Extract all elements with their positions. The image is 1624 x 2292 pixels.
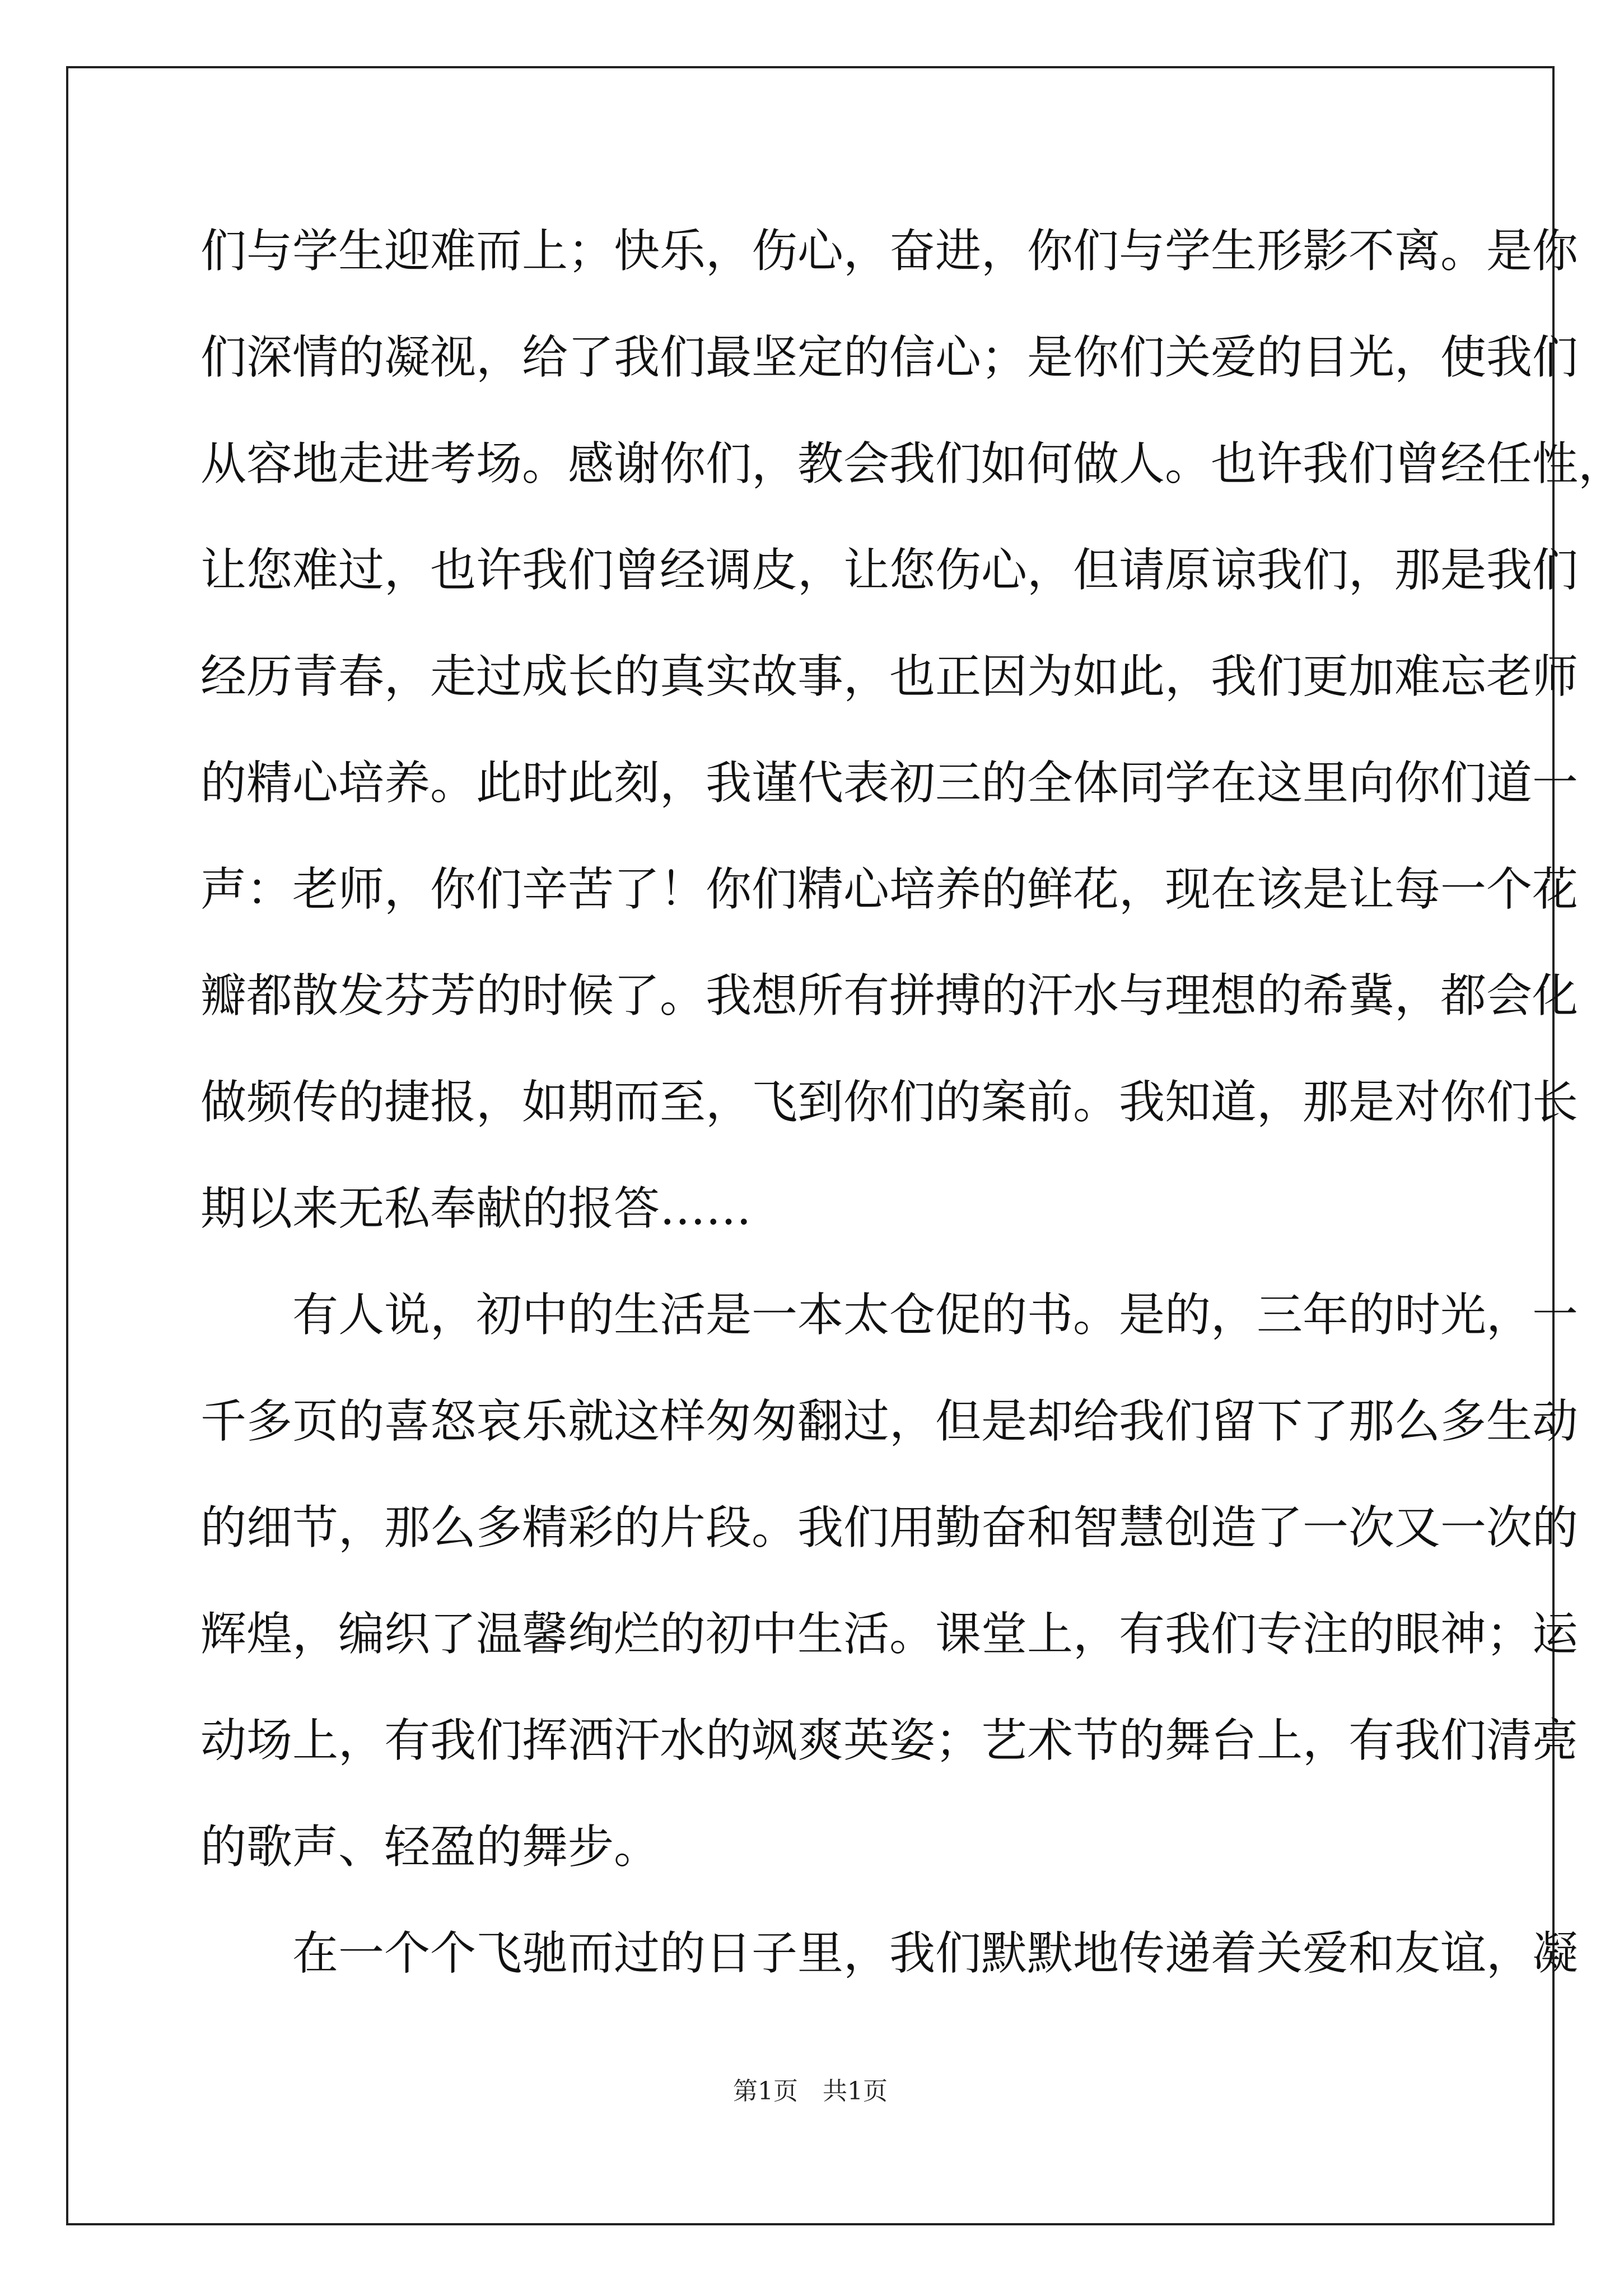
text-line: 的细节，那么多精彩的片段。我们用勤奋和智慧创造了一次又一次的 [200, 1501, 1579, 1555]
text-line: 声：老师，你们辛苦了！你们精心培养的鲜花，现在该是让每一个花 [200, 863, 1579, 916]
text-line: 的歌声、轻盈的舞步。 [200, 1820, 660, 1874]
text-line: 千多页的喜怒哀乐就这样匆匆翻过，但是却给我们留下了那么多生动 [200, 1395, 1579, 1448]
text-line: 们深情的凝视，给了我们最坚定的信心；是你们关爱的目光，使我们 [200, 331, 1579, 384]
text-line: 瓣都散发芬芳的时候了。我想所有拼搏的汗水与理想的希冀，都会化 [200, 969, 1579, 1023]
text-line: 经历青春，走过成长的真实故事，也正因为如此，我们更加难忘老师 [200, 650, 1579, 703]
text-line: 辉煌，编织了温馨绚烂的初中生活。课堂上，有我们专注的眼神；运 [200, 1608, 1579, 1661]
text-line: 动场上，有我们挥洒汗水的飒爽英姿；艺术节的舞台上，有我们清亮 [200, 1714, 1579, 1767]
page-number-footer: 第1页 共1页 [733, 2077, 888, 2106]
text-line: 在一个个飞驰而过的日子里，我们默默地传递着关爱和友谊，凝 [200, 1927, 1579, 1980]
text-line: 们与学生迎难而上；快乐，伤心，奋进，你们与学生形影不离。是你 [200, 225, 1579, 278]
text-line: 有人说，初中的生活是一本太仓促的书。是的，三年的时光，一 [200, 1289, 1579, 1342]
text-line: 让您难过，也许我们曾经调皮，让您伤心，但请原谅我们，那是我们 [200, 544, 1579, 597]
text-line: 期以来无私奉献的报答…… [200, 1182, 752, 1235]
document-body [200, 198, 1624, 2007]
text-line: 从容地走进考场。感谢你们，教会我们如何做人。也许我们曾经任性， [200, 437, 1624, 491]
text-line: 做频传的捷报，如期而至，飞到你们的案前。我知道，那是对你们长 [200, 1076, 1579, 1129]
text-line: 的精心培养。此时此刻，我谨代表初三的全体同学在这里向你们道一 [200, 757, 1579, 810]
